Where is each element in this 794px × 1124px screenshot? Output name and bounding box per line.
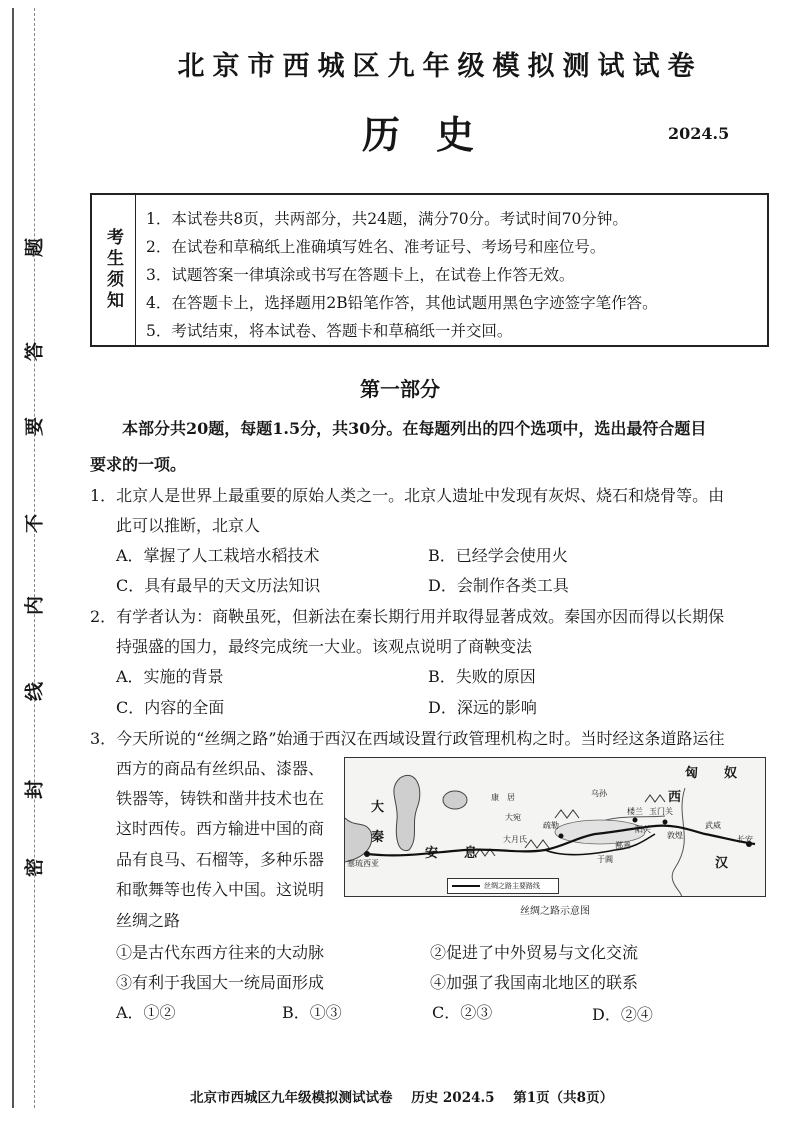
page-footer — [190, 1086, 627, 1106]
question-1-option-c: C．具有最早的天文历法知识 — [116, 576, 321, 595]
notice-list — [146, 205, 658, 345]
notice-item: 5．考试结束，将本试卷、答题卡和草稿纸一并交回。 — [146, 322, 513, 340]
notice-label: 考生须知 — [103, 228, 123, 312]
question-2-stem: 2．有学者认为：商鞅虽死，但新法在秦长期行用并取得显著成效。秦国亦因而得以长期保 — [90, 607, 725, 626]
notice-item: 3．试题答案一律填涂或书写在答题卡上，在试卷上作答无效。 — [146, 266, 575, 284]
candidate-notice-box — [90, 193, 769, 347]
margin-char: 封 — [23, 780, 46, 800]
margin-char: 要 — [23, 417, 46, 437]
binding-margin-text — [18, 220, 48, 920]
question-3-option-b: B．①③ — [282, 1003, 342, 1022]
notice-item: 4．在答题卡上，选择题用2B铅笔作答，其他试题用黑色字迹签字笔作答。 — [146, 294, 658, 312]
map-label-shule: 疏勒 — [543, 821, 559, 830]
footer-page-number: 第1页（共8页） — [513, 1090, 614, 1106]
map-label-xiongnu: 匈 奴 — [685, 766, 738, 781]
map-label-wuwei: 武威 — [705, 821, 721, 830]
map-label-wusun: 乌孙 — [591, 789, 607, 798]
question-1-stem: 1．北京人是世界上最重要的原始人类之一。北京人遗址中发现有灰烬、烧石和烧骨等。由 — [90, 486, 725, 505]
footer-subject-date: 历史 2024.5 — [411, 1090, 495, 1106]
exam-title: 北京市西城区九年级模拟测试试卷 — [177, 51, 703, 82]
binding-line — [12, 8, 14, 1108]
subject-title: 历史 — [361, 112, 510, 157]
question-2-option-c: C．内容的全面 — [116, 698, 225, 717]
margin-char: 线 — [23, 682, 46, 702]
margin-char: 内 — [23, 596, 46, 616]
map-label-qin: 秦 — [371, 830, 385, 845]
notice-label-cell — [92, 195, 136, 345]
map-label-yuezhi: 大月氏 — [503, 835, 527, 844]
question-2-stem: 持强盛的国力，最终完成统一大业。该观点说明了商鞅变法 — [116, 637, 533, 656]
question-3-stem: 品有良马、石榴等，多种乐器 — [116, 850, 325, 869]
question-3-statement-2: ②促进了中外贸易与文化交流 — [430, 943, 639, 962]
question-3-stem: 和歌舞等也传入中国。这说明 — [116, 880, 325, 899]
question-2-option-d: D．深远的影响 — [428, 698, 537, 717]
map-label-dawan: 大宛 — [505, 813, 521, 822]
question-3-stem: 这时西传。西方输进中国的商 — [116, 819, 325, 838]
map-label-anxi: 安 息 — [425, 846, 478, 861]
map-label-loulan: 楼兰 — [627, 807, 643, 816]
question-1-option-b: B．已经学会使用火 — [428, 546, 568, 565]
notice-item: 1．本试卷共8页，共两部分，共24题，满分70分。考试时间70分钟。 — [146, 210, 628, 228]
exam-date: 2024.5 — [668, 124, 730, 143]
question-3-stem: 3．今天所说的“丝绸之路”始通于西汉在西域设置行政管理机构之时。当时经这条道路运往 — [90, 729, 725, 748]
map-label-yumenguan: 玉门关 — [649, 807, 673, 816]
question-3-stem: 丝绸之路 — [116, 911, 181, 930]
question-3-statement-3: ③有利于我国大一统局面形成 — [116, 973, 325, 992]
map-label-han: 汉 — [715, 856, 729, 871]
margin-char: 答 — [23, 342, 46, 362]
map-label-changan: 长安 — [737, 835, 753, 844]
question-3-stem: 西方的商品有丝织品、漆器、 — [116, 759, 325, 778]
silk-road-map — [344, 757, 766, 897]
map-label-da: 大 — [371, 800, 385, 815]
question-1-option-a: A．掌握了人工栽培水稻技术 — [116, 546, 320, 565]
legend-text: 丝绸之路主要路线 — [484, 882, 540, 890]
question-3-statement-4: ④加强了我国南北地区的联系 — [430, 973, 639, 992]
question-1-stem: 此可以推断，北京人 — [116, 516, 261, 535]
part-intro-line: 本部分共20题，每题1.5分，共30分。在每题列出的四个选项中，选出最符合题目 — [122, 419, 707, 438]
map-label-shanshan: 鄯善 — [615, 841, 631, 850]
footer-exam-name: 北京市西城区九年级模拟测试试卷 — [190, 1090, 393, 1106]
question-2-option-b: B．失败的原因 — [428, 667, 536, 686]
question-3-option-a: A．①② — [116, 1003, 176, 1022]
margin-char: 题 — [23, 238, 46, 258]
question-1-option-d: D．会制作各类工具 — [428, 576, 569, 595]
notice-item: 2．在试卷和草稿纸上准确填写姓名、准考证号、考场号和座位号。 — [146, 238, 606, 256]
map-label-yutian: 于阗 — [597, 855, 613, 864]
question-3-stem: 铁器等，铸铁和凿井技术也在 — [116, 789, 325, 808]
question-3-statement-1: ①是古代东西方往来的大动脉 — [116, 943, 325, 962]
map-label-seleucia: 塞琉西亚 — [347, 859, 379, 868]
part-one-title: 第一部分 — [360, 377, 440, 401]
map-label-xi: 西 — [668, 790, 682, 805]
map-label-yangguan: 阳关 — [635, 825, 651, 834]
question-3-option-c: C．②③ — [432, 1003, 493, 1022]
map-legend — [447, 878, 559, 894]
map-label-kangju: 康 居 — [491, 793, 515, 802]
map-label-dunhuang: 敦煌 — [667, 831, 683, 840]
question-3-option-d: D．②④ — [592, 1005, 653, 1024]
legend-line-icon — [452, 885, 480, 887]
margin-char: 不 — [23, 514, 46, 534]
question-2-option-a: A．实施的背景 — [116, 667, 224, 686]
map-caption: 丝绸之路示意图 — [520, 906, 590, 917]
part-intro-line: 要求的一项。 — [90, 455, 187, 474]
margin-char: 密 — [23, 858, 46, 878]
